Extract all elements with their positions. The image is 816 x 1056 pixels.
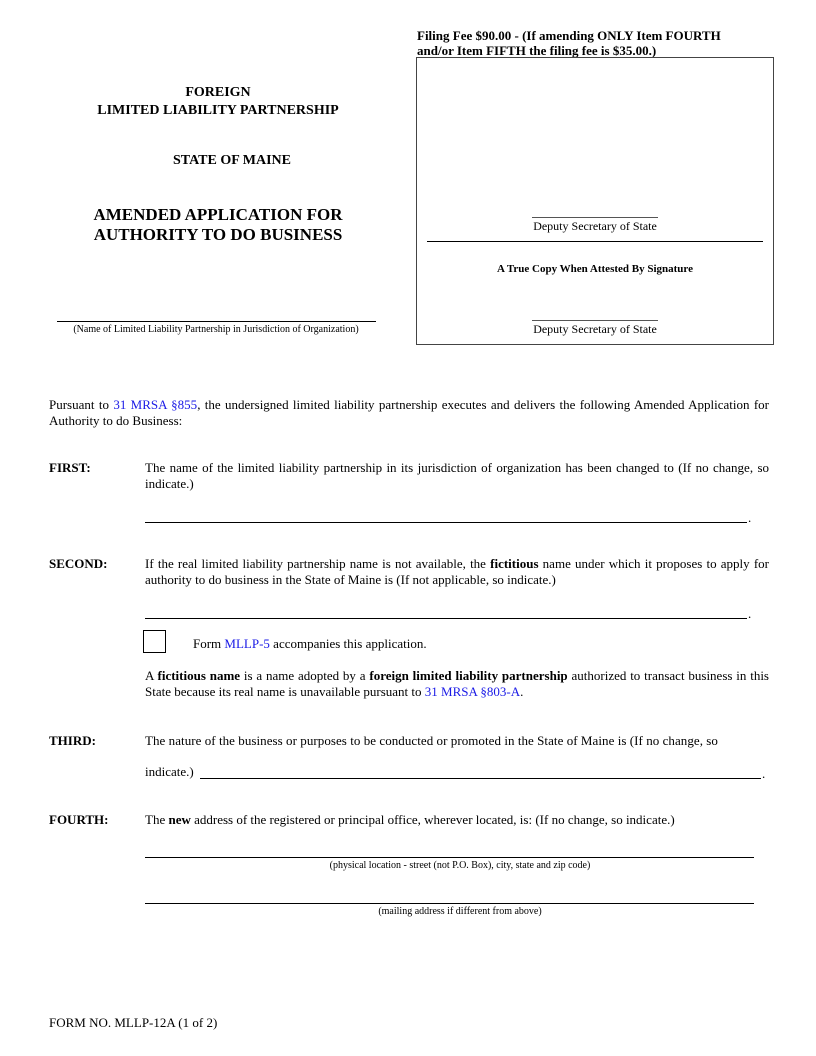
first-answer-line[interactable] [145, 522, 747, 523]
note-a: A [145, 668, 158, 683]
second-text-bold: fictitious [490, 556, 539, 571]
mllp5-checkbox-label [193, 636, 427, 652]
checkbox-prefix: Form [193, 636, 225, 651]
third-answer-line[interactable] [200, 778, 761, 779]
second-answer-period: . [748, 606, 752, 621]
checkbox-suffix: accompanies this application. [269, 636, 427, 651]
first-answer-period: . [748, 510, 752, 525]
second-text [145, 556, 769, 588]
second-answer-line[interactable] [145, 618, 747, 619]
form-type-line-2: LIMITED LIABILITY PARTNERSHIP [97, 103, 339, 118]
intro-text-after: , the undersigned limited liability partnership executes and delivers the following Amended Application for Authority to do Business: [49, 397, 769, 428]
fourth-text-before: The [145, 812, 169, 827]
note-end: . [520, 684, 524, 699]
note-mid: is a name adopted by a [240, 668, 370, 683]
second-label: SECOND: [49, 556, 108, 571]
statute-link-855[interactable]: 31 MRSA §855 [113, 397, 198, 412]
mllp5-link[interactable]: MLLP-5 [224, 636, 270, 651]
mllp5-checkbox[interactable] [143, 630, 166, 653]
third-answer-period: . [762, 766, 766, 781]
page-title-line-2: AUTHORITY TO DO BUSINESS [93, 225, 343, 244]
filing-fee-line-1: Filing Fee $90.00 - (If amending ONLY Item FOURTH [417, 28, 721, 43]
form-type-title [40, 84, 396, 120]
statute-link-803a[interactable]: 31 MRSA §803-A [424, 684, 521, 699]
third-text-indicate: indicate.) [145, 764, 194, 779]
filing-fee-line-2: and/or Item FIFTH the filing fee is $35.00.) [417, 43, 657, 58]
filing-box-divider [427, 241, 763, 242]
note-bold-2: foreign limited liability partnership [369, 668, 568, 683]
state-title: STATE OF MAINE [173, 153, 291, 168]
page-title [40, 205, 396, 245]
mailing-address-line[interactable] [145, 903, 754, 904]
fictitious-name-note [145, 668, 769, 700]
second-text-before: If the real limited liability partnership name is not available, the [145, 556, 491, 571]
first-text: The name of the limited liability partnership in its jurisdiction of organization has been changed to (If no change, so indicate.) [145, 460, 769, 491]
deputy-label-2: Deputy Secretary of State [533, 322, 657, 336]
partnership-name-caption: (Name of Limited Liability Partnership in Jurisdiction of Organization) [73, 324, 359, 335]
intro-text-before: Pursuant to [49, 397, 114, 412]
deputy-signature-line-1[interactable] [532, 217, 658, 218]
second-text-after: name under which it proposes to apply for authority to do business in the State of Maine is (If not applicable, so indicate.) [145, 556, 769, 587]
form-type-line-1: FOREIGN [185, 85, 251, 100]
true-copy-text: A True Copy When Attested By Signature [497, 263, 693, 275]
fourth-text [145, 812, 675, 828]
form-number-footer: FORM NO. MLLP-12A (1 of 2) [49, 1015, 218, 1030]
deputy-signature-line-2[interactable] [532, 320, 658, 321]
filing-stamp-box [416, 57, 774, 345]
physical-address-line[interactable] [145, 857, 754, 858]
page-title-line-1: AMENDED APPLICATION FOR [93, 205, 343, 224]
partnership-name-line[interactable] [57, 321, 376, 322]
fourth-text-bold: new [168, 812, 191, 827]
third-text: The nature of the business or purposes to be conducted or promoted in the State of Maine is (If no change, so [145, 733, 718, 748]
third-label: THIRD: [49, 733, 96, 748]
intro-paragraph [49, 397, 769, 429]
deputy-label-1: Deputy Secretary of State [533, 219, 657, 233]
fourth-text-after: address of the registered or principal office, wherever located, is: (If no change, so indicate.) [190, 812, 675, 827]
fourth-label: FOURTH: [49, 812, 109, 827]
note-after: authorized to transact business in this State because its real name is unavailable pursuant to [145, 668, 769, 699]
note-bold-1: fictitious name [157, 668, 241, 683]
filing-fee-notice [417, 28, 721, 58]
first-label: FIRST: [49, 460, 91, 475]
physical-address-caption: (physical location - street (not P.O. Box), city, state and zip code) [329, 860, 591, 871]
mailing-address-caption: (mailing address if different from above) [378, 906, 542, 917]
